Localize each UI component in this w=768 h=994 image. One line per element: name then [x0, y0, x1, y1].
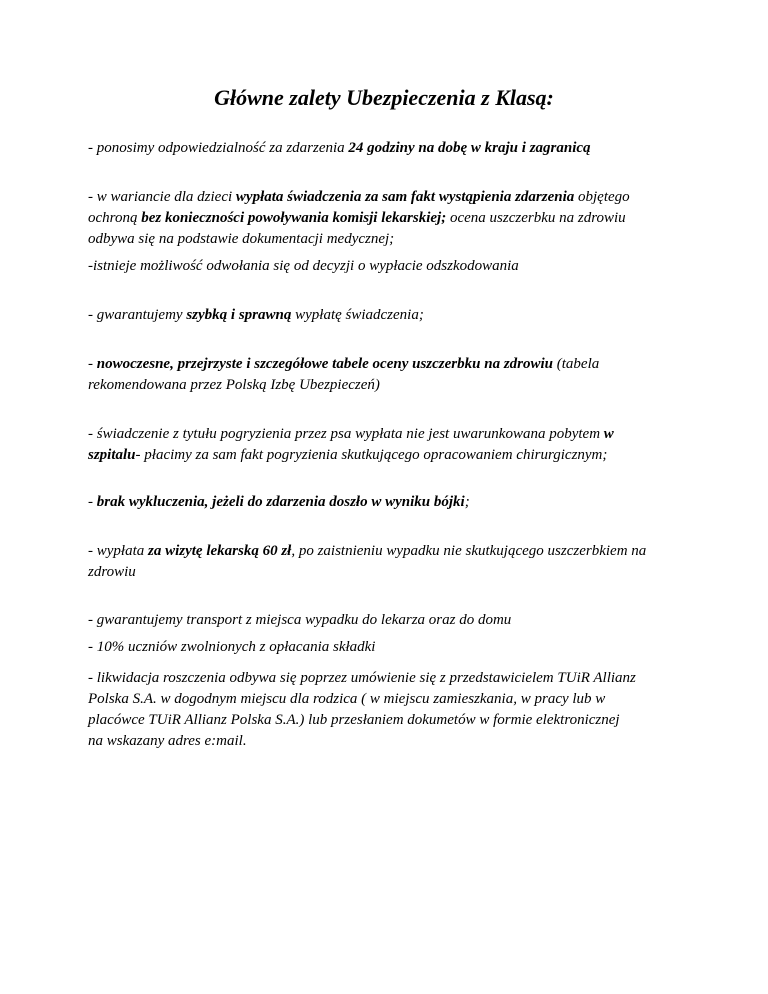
benefit-children-payout: [88, 187, 688, 250]
benefit-text: ochroną: [88, 210, 142, 226]
benefit-emphasis: 24 godziny na dobę w kraju i zagranicą: [348, 140, 591, 156]
benefit-fight: [88, 492, 688, 513]
text-line: odbywa się na podstawie dokumentacji medycznej;: [88, 231, 395, 247]
benefit-exempt-students: - 10% uczniów zwolnionych z opłacania składki: [88, 639, 376, 655]
benefit-text: (tabela: [553, 356, 600, 372]
benefit-text: - wypłata: [88, 543, 148, 559]
benefit-text: wypłatę świadczenia;: [291, 307, 424, 323]
text-line: [88, 541, 688, 562]
benefit-text: , po zaistnieniu wypadku nie skutkującego uszczerbkiem na: [291, 543, 647, 559]
benefit-transport: - gwarantujemy transport z miejsca wypadku do lekarza oraz do domu: [88, 612, 512, 628]
benefit-claims: [88, 668, 688, 752]
benefit-text: ocena uszczerbku na zdrowiu: [446, 210, 626, 226]
benefit-text: objętego: [574, 189, 630, 205]
benefit-emphasis: nowoczesne, przejrzyste i szczegółowe tabele oceny uszczerbku na zdrowiu: [96, 356, 554, 372]
benefit-text: - płacimy za sam fakt pogryzienia skutkującego opracowaniem chirurgicznym;: [135, 447, 608, 463]
benefit-emphasis: brak wykluczenia, jeżeli do zdarzenia doszło w wyniku bójki: [96, 494, 465, 510]
benefit-text: - świadczenie z tytułu pogryzienia przez psa wypłata nie jest uwarunkowana pobytem: [88, 426, 604, 442]
text-line: rekomendowana przez Polską Izbę Ubezpieczeń): [88, 377, 380, 393]
benefit-emphasis: szpitalu: [88, 447, 136, 463]
text-line: zdrowiu: [88, 564, 136, 580]
benefit-emphasis: za wizytę lekarską 60 zł: [148, 543, 292, 559]
benefit-text: - w wariancie dla dzieci: [88, 189, 236, 205]
text-line: - likwidacja roszczenia odbywa się poprzez umówienie się z przedstawicielem TUiR Allianz: [88, 670, 636, 686]
benefit-emphasis: szybką i sprawną: [186, 307, 292, 323]
text-line: Polska S.A. w dogodnym miejscu dla rodzica ( w miejscu zamieszkania, w pracy lub w: [88, 691, 606, 707]
text-line: na wskazany adres e:mail.: [88, 733, 247, 749]
page-title: Główne zalety Ubezpieczenia z Klasą:: [214, 85, 554, 110]
text-line: [88, 187, 688, 208]
benefit-appeal: -istnieje możliwość odwołania się od decyzji o wypłacie odszkodowania: [88, 258, 519, 274]
text-line: [88, 354, 688, 375]
benefit-24h: [88, 138, 688, 159]
benefit-text: -: [88, 494, 97, 510]
benefit-emphasis: w: [603, 426, 614, 442]
benefit-text: - ponosimy odpowiedzialność za zdarzenia: [88, 140, 349, 156]
benefit-emphasis: wypłata świadczenia za sam fakt wystąpienia zdarzenia: [235, 189, 575, 205]
text-line: [88, 445, 688, 466]
benefit-dog-bite: [88, 424, 688, 466]
text-line: placówce TUiR Allianz Polska S.A.) lub przesłaniem dokumetów w formie elektronicznej: [88, 712, 620, 728]
benefit-text: ;: [464, 494, 470, 510]
benefit-text: -: [88, 356, 97, 372]
benefit-text: - gwarantujemy: [88, 307, 187, 323]
benefit-doctor-visit: [88, 541, 688, 583]
text-line: [88, 208, 688, 229]
benefit-tables: [88, 354, 688, 396]
benefit-fast-payout: [88, 305, 688, 326]
text-line: [88, 424, 688, 445]
benefit-emphasis: bez konieczności powoływania komisji lekarskiej;: [141, 210, 447, 226]
